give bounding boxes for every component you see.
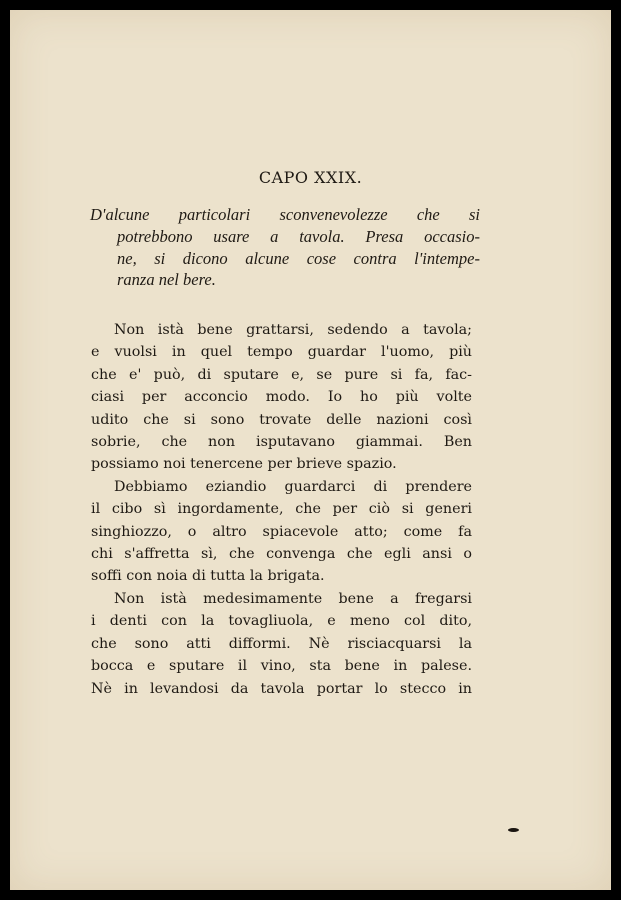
body-line: soffi con noia di tutta la brigata. [91, 568, 325, 585]
chapter-body [91, 319, 472, 700]
summary-line: potrebbono usare a tavola. Presa occasio- [117, 226, 480, 246]
body-line: e vuolsi in quel tempo guardar l'uomo, più [91, 344, 472, 361]
book-page [10, 10, 611, 890]
body-line: Non istà medesimamente bene a fregarsi [114, 590, 472, 607]
chapter-summary [90, 204, 480, 291]
body-line: Non istà bene grattarsi, sedendo a tavola; [114, 322, 472, 338]
chapter-title: CAPO XXIX. [258, 168, 363, 187]
body-line: possiamo noi tenercene per brieve spazio. [91, 456, 397, 473]
body-line: Nè in levandosi da tavola portar lo stecco in [91, 680, 472, 697]
body-line: singhiozzo, o altro spiacevole atto; come fa [91, 523, 472, 540]
body-line: udito che si sono trovate delle nazioni così [91, 411, 472, 428]
summary-line: D'alcune particolari sconvenevolezze che si [90, 205, 480, 224]
body-line: il cibo sì ingordamente, che per ciò si generi [91, 501, 472, 518]
body-line: sobrie, che non isputavano giammai. Ben [91, 434, 472, 451]
body-line: ciasi per acconcio modo. Io ho più volte [91, 389, 472, 406]
body-line: che sono atti difformi. Nè risciacquarsi la [91, 635, 472, 652]
body-line: che e' può, di sputare e, se pure si fa, fac- [91, 366, 472, 383]
body-line: bocca e sputare il vino, sta bene in palese. [91, 658, 472, 675]
body-line: Debbiamo eziandio guardarci di prendere [114, 478, 472, 495]
ink-speck [508, 828, 519, 832]
summary-line: ranza nel bere. [117, 270, 216, 290]
body-line: i denti con la tovagliuola, e meno col dito, [91, 613, 472, 630]
summary-line: ne, si dicono alcune cose contra l'intempe- [117, 248, 480, 268]
body-line: chi s'affretta sì, che convenga che egli ansi o [91, 546, 472, 563]
